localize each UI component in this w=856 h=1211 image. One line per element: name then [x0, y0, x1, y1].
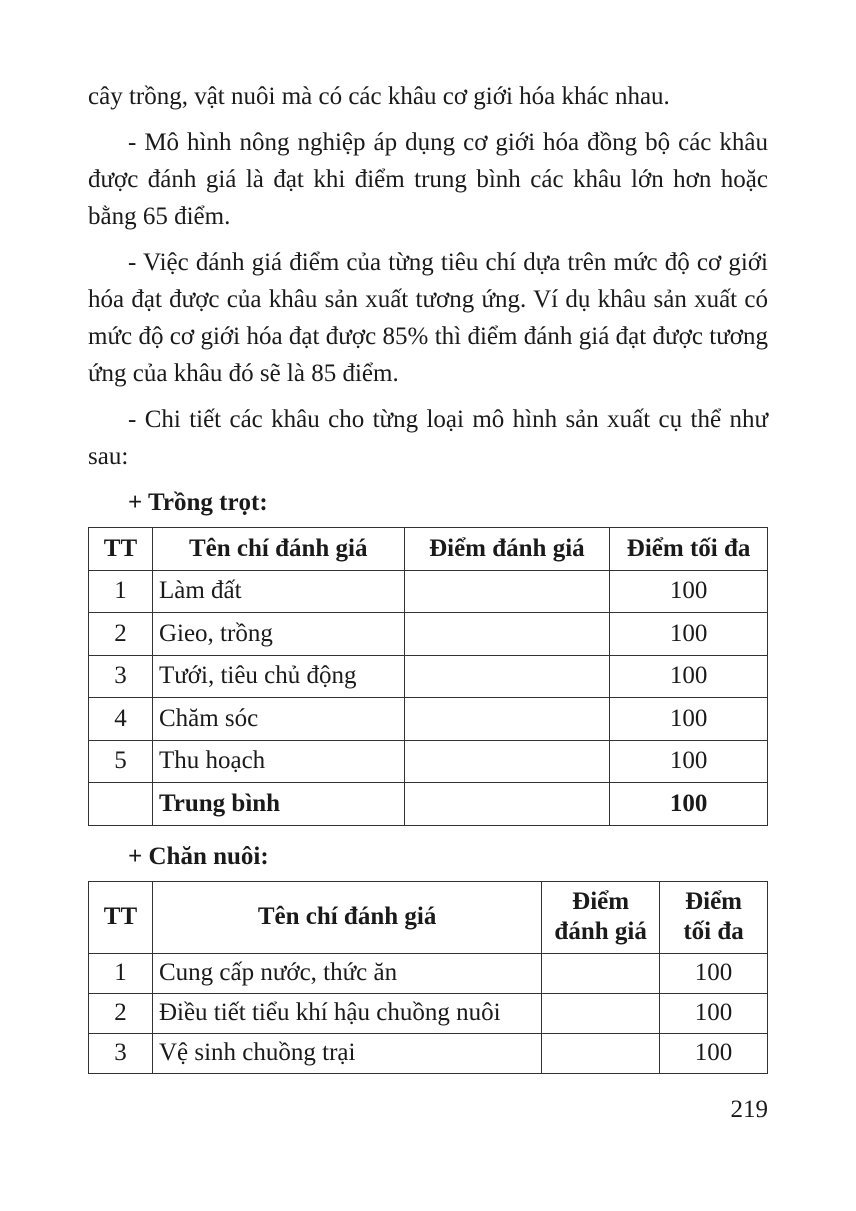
total-score [404, 783, 610, 826]
row-criteria-name: Vệ sinh chuồng trại [152, 1033, 541, 1073]
row-score [542, 993, 660, 1033]
header-score: Điểm đánh giá [404, 528, 610, 571]
row-tt: 4 [89, 698, 153, 741]
page-content [88, 78, 768, 1086]
header-max-line1: Điểm [685, 888, 742, 915]
row-score [542, 953, 660, 993]
row-tt: 1 [89, 570, 153, 613]
header-max-score: Điểm tối đa [610, 528, 768, 571]
row-criteria-name: Cung cấp nước, thức ăn [152, 953, 541, 993]
table-row [89, 570, 768, 613]
table-header-row [89, 528, 768, 571]
header-criteria-name: Tên chí đánh giá [152, 881, 541, 953]
row-tt: 3 [89, 1033, 153, 1073]
table-row [89, 698, 768, 741]
row-max-score: 100 [610, 655, 768, 698]
section-title-crops: + Trồng trọt: [128, 489, 268, 516]
table-row [89, 953, 768, 993]
row-criteria-name: Làm đất [152, 570, 404, 613]
row-criteria-name: Điều tiết tiểu khí hậu chuồng nuôi [152, 993, 541, 1033]
row-score [404, 655, 610, 698]
row-tt: 2 [89, 613, 153, 656]
header-tt: TT [89, 881, 153, 953]
row-max-score: 100 [660, 993, 768, 1033]
crops-criteria-table [88, 527, 768, 826]
row-max-score: 100 [610, 740, 768, 783]
row-criteria-name: Thu hoạch [152, 740, 404, 783]
row-score [404, 570, 610, 613]
page-number: 219 [730, 1096, 768, 1123]
header-max-line2: tối đa [683, 918, 744, 945]
header-score-line1: Điểm [572, 888, 630, 915]
header-criteria-name: Tên chí đánh giá [152, 528, 404, 571]
row-criteria-name: Gieo, trồng [152, 613, 404, 656]
row-criteria-name: Tưới, tiêu chủ động [152, 655, 404, 698]
table-header-row [89, 881, 768, 953]
header-max-score [660, 881, 768, 953]
total-label: Trung bình [152, 783, 404, 826]
paragraph-details-intro: - Chi tiết các khâu cho từng loại mô hình sản xuất cụ thể như sau: [88, 406, 768, 470]
row-tt: 3 [89, 655, 153, 698]
row-tt: 5 [89, 740, 153, 783]
row-score [404, 613, 610, 656]
table-total-row [89, 783, 768, 826]
paragraph-continuation: cây trồng, vật nuôi mà có các khâu cơ giới hóa khác nhau. [88, 83, 670, 110]
paragraph-scoring-method: - Việc đánh giá điểm của từng tiêu chí dựa trên mức độ cơ giới hóa đạt được của khâu sản xuất tương ứng. Ví dụ khâu sản xuất có mức độ cơ giới hóa đạt được 85% thì điểm đánh giá đạt được tương ứng của khâu đó sẽ là 85 điểm. [88, 249, 768, 387]
row-max-score: 100 [610, 570, 768, 613]
header-score-line2: đánh giá [554, 918, 647, 945]
row-max-score: 100 [660, 953, 768, 993]
row-tt: 2 [89, 993, 153, 1033]
row-score [404, 740, 610, 783]
table-row [89, 993, 768, 1033]
table-row [89, 1033, 768, 1073]
row-max-score: 100 [660, 1033, 768, 1073]
table-row [89, 613, 768, 656]
section-title-livestock: + Chăn nuôi: [128, 842, 269, 870]
total-max-score: 100 [610, 783, 768, 826]
table-row [89, 740, 768, 783]
total-tt [89, 783, 153, 826]
livestock-criteria-table [88, 881, 768, 1074]
row-score [404, 698, 610, 741]
row-tt: 1 [89, 953, 153, 993]
header-score [542, 881, 660, 953]
table-row [89, 655, 768, 698]
row-criteria-name: Chăm sóc [152, 698, 404, 741]
header-tt: TT [89, 528, 153, 571]
row-score [542, 1033, 660, 1073]
row-max-score: 100 [610, 613, 768, 656]
paragraph-sync-mechanization: - Mô hình nông nghiệp áp dụng cơ giới hóa đồng bộ các khâu được đánh giá là đạt khi điểm trung bình các khâu lớn hơn hoặc bằng 65 điểm. [88, 129, 768, 230]
row-max-score: 100 [610, 698, 768, 741]
